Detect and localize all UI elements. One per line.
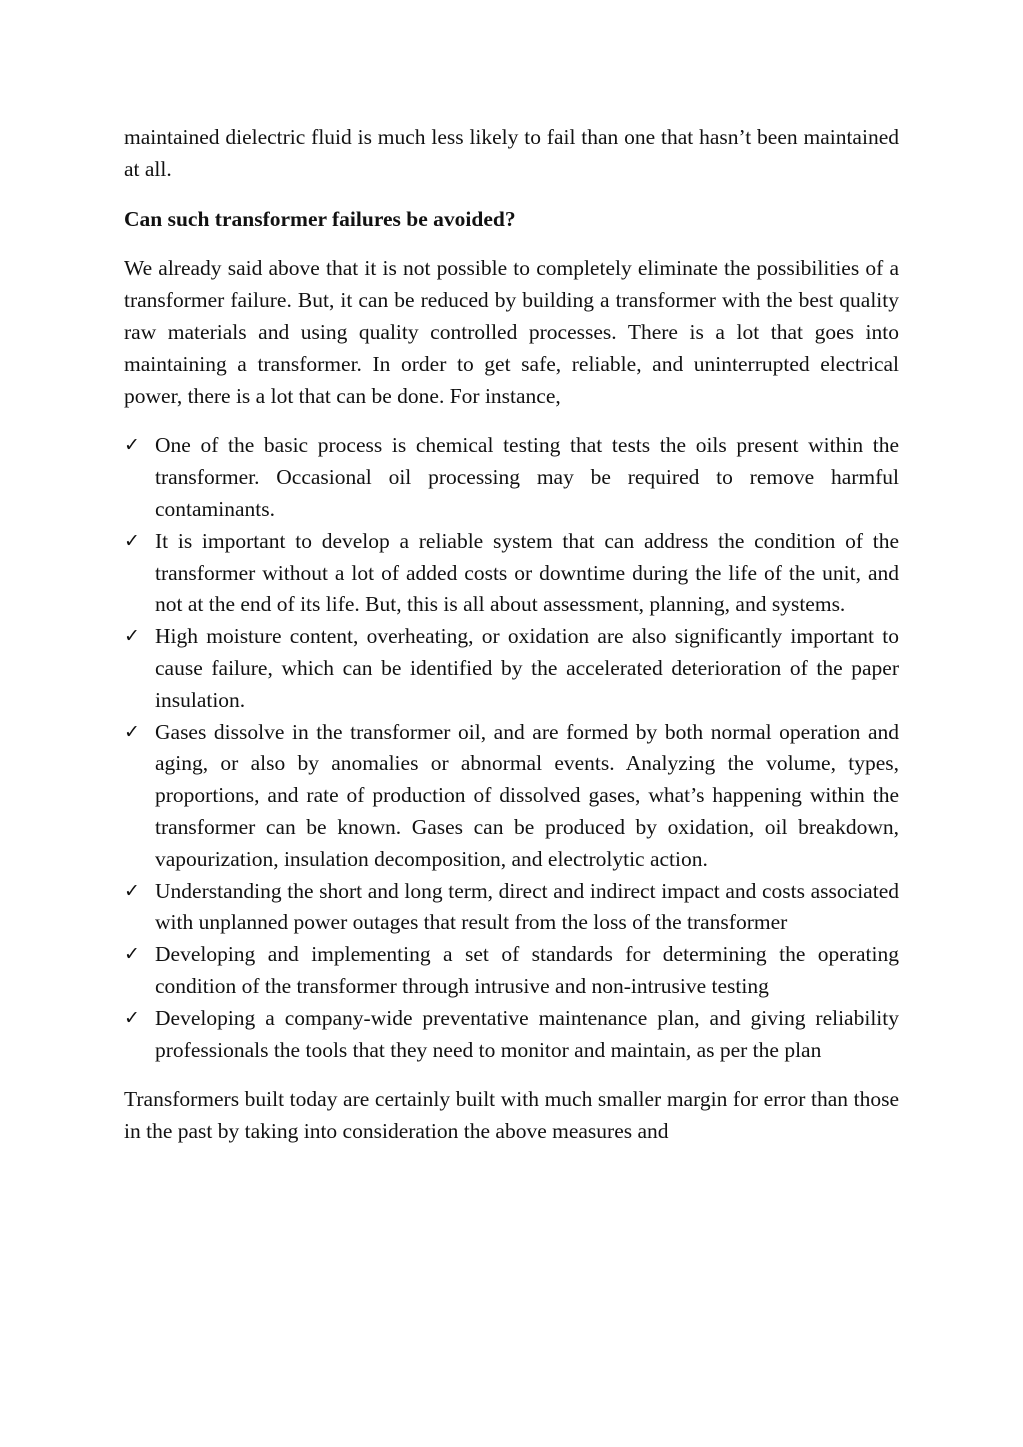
checkmark-icon: ✓ — [124, 879, 140, 902]
list-item — [124, 621, 899, 716]
document-page — [124, 122, 899, 1148]
checkmark-icon: ✓ — [124, 434, 140, 457]
checklist — [124, 430, 899, 1066]
list-item — [124, 1003, 899, 1067]
intro-paragraph: maintained dielectric fluid is much less likely to fail than one that hasn’t been maintained at all. — [124, 125, 899, 181]
list-item — [124, 717, 899, 876]
closing-paragraph: Transformers built today are certainly built with much smaller margin for error than those in the past by taking into consideration the above measures and — [124, 1087, 899, 1144]
checkmark-icon: ✓ — [124, 720, 140, 743]
list-item-text: Developing a company-wide preventative maintenance plan, and giving reliability professionals the tools that they need to monitor and maintain, as per the plan — [155, 1005, 899, 1062]
list-item-text: One of the basic process is chemical testing that tests the oils present within the transformer. Occasional oil processing may be required to remove harmful contaminants. — [155, 433, 899, 521]
list-item — [124, 430, 899, 525]
list-item-text: High moisture content, overheating, or oxidation are also significantly important to cause failure, which can be identified by the accelerated deterioration of the paper insulation. — [155, 624, 899, 712]
list-item-text: It is important to develop a reliable system that can address the condition of the transformer without a lot of added costs or downtime during the life of the unit, and not at the end of its life. But, this is all about assessment, planning, and systems. — [155, 528, 899, 617]
checkmark-icon: ✓ — [124, 1006, 140, 1029]
checkmark-icon: ✓ — [124, 943, 140, 966]
checkmark-icon: ✓ — [124, 625, 140, 648]
list-item-text: Understanding the short and long term, direct and indirect impact and costs associated with unplanned power outages that result from the loss of the transformer — [155, 878, 899, 935]
list-item — [124, 876, 899, 940]
checkmark-icon: ✓ — [124, 529, 140, 552]
list-item-text: Developing and implementing a set of standards for determining the operating condition of the transformer through intrusive and non-intrusive testing — [155, 942, 899, 998]
list-item — [124, 939, 899, 1003]
section-heading: Can such transformer failures be avoided? — [124, 206, 516, 231]
body-paragraph: We already said above that it is not possible to completely eliminate the possibilities of a transformer failure. But, it can be reduced by building a transformer with the best quality raw materials and using quality controlled processes. There is a lot that goes into maintaining a transformer. In order to get safe, reliable, and uninterrupted electrical power, there is a lot that can be done. For instance, — [124, 256, 899, 408]
list-item — [124, 526, 899, 621]
list-item-text: Gases dissolve in the transformer oil, and are formed by both normal operation and aging, or also by anomalies or abnormal events. Analyzing the volume, types, proportions, and rate of production of dissolved gases, what’s happening within the transformer can be known. Gases can be produced by oxidation, oil breakdown, vapourization, insulation decomposition, and electrolytic action. — [155, 719, 899, 871]
